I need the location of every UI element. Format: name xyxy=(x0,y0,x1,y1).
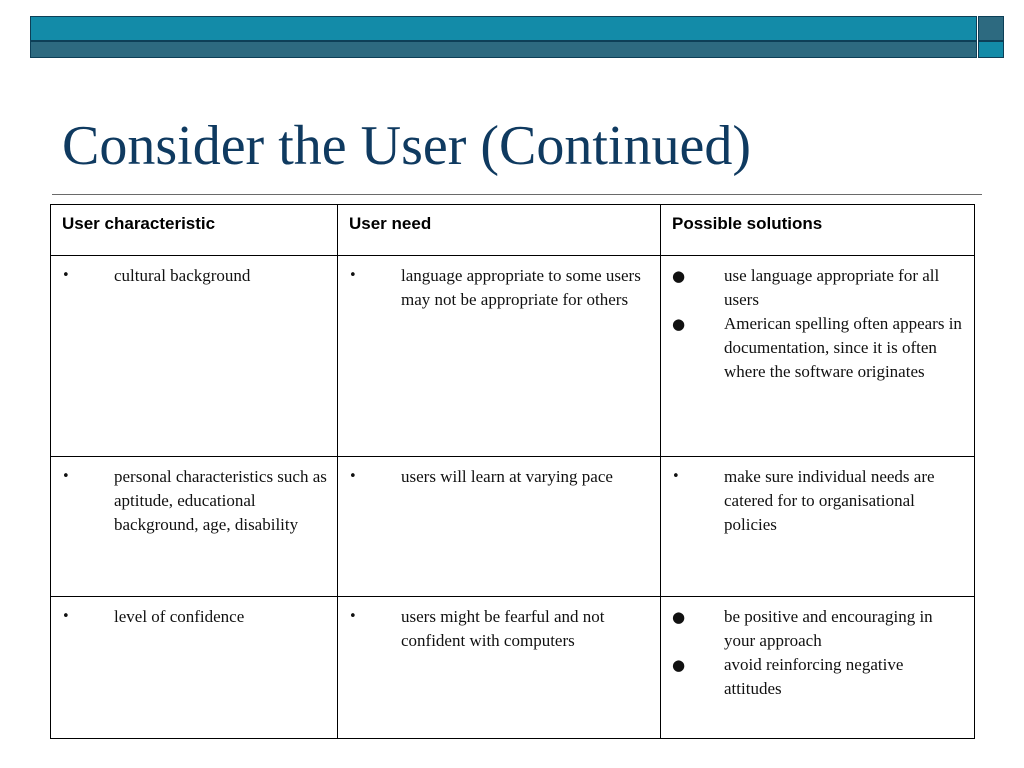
bullet-icon: • xyxy=(672,469,680,484)
header-square-top xyxy=(978,16,1004,41)
item-text: level of confidence xyxy=(114,607,245,626)
title-divider xyxy=(52,194,982,195)
header-user-characteristic: User characteristic xyxy=(51,205,338,256)
item-text: use language appropriate for all users xyxy=(724,266,940,309)
item-text: users might be fearful and not confident with computers xyxy=(401,607,605,650)
header-square-bottom xyxy=(978,41,1004,58)
round-bullet-icon: ● xyxy=(672,608,686,626)
round-bullet-icon: ● xyxy=(672,315,686,333)
bullet-icon: • xyxy=(62,609,70,624)
header-user-need: User need xyxy=(338,205,661,256)
list-item xyxy=(672,653,964,701)
list-item xyxy=(672,605,964,653)
header-bar-bottom xyxy=(30,41,977,58)
list-item xyxy=(62,605,327,629)
table-row xyxy=(51,597,975,739)
bullet-icon: • xyxy=(62,469,70,484)
cell-characteristic xyxy=(51,256,338,457)
list-item xyxy=(349,465,650,489)
item-text: users will learn at varying pace xyxy=(401,467,613,486)
bullet-icon: • xyxy=(349,609,357,624)
table-row xyxy=(51,256,975,457)
item-text: cultural background xyxy=(114,266,251,285)
table-row xyxy=(51,457,975,597)
list-item xyxy=(672,264,964,312)
bullet-icon: • xyxy=(62,268,70,283)
user-needs-table xyxy=(50,204,975,739)
cell-solutions xyxy=(661,256,975,457)
list-item xyxy=(349,264,650,312)
cell-characteristic xyxy=(51,457,338,597)
cell-need xyxy=(338,597,661,739)
item-text: make sure individual needs are catered for to organisational policies xyxy=(724,467,935,534)
cell-solutions xyxy=(661,457,975,597)
item-text: avoid reinforcing negative attitudes xyxy=(724,655,904,698)
round-bullet-icon: ● xyxy=(672,656,686,674)
item-text: American spelling often appears in documentation, since it is often where the software originates xyxy=(724,314,962,381)
list-item xyxy=(62,465,327,537)
list-item xyxy=(672,312,964,384)
item-text: be positive and encouraging in your approach xyxy=(724,607,933,650)
bullet-icon: • xyxy=(349,469,357,484)
item-text: language appropriate to some users may not be appropriate for others xyxy=(401,266,641,309)
header-possible-solutions: Possible solutions xyxy=(661,205,975,256)
table-header-row xyxy=(51,205,975,256)
list-item xyxy=(672,465,964,537)
slide-title: Consider the User (Continued) xyxy=(62,115,751,177)
cell-characteristic xyxy=(51,597,338,739)
list-item xyxy=(349,605,650,653)
cell-solutions xyxy=(661,597,975,739)
list-item xyxy=(62,264,327,288)
header-bar-top xyxy=(30,16,977,41)
round-bullet-icon: ● xyxy=(672,267,686,285)
cell-need xyxy=(338,457,661,597)
cell-need xyxy=(338,256,661,457)
bullet-icon: • xyxy=(349,268,357,283)
item-text: personal characteristics such as aptitude, educational background, age, disability xyxy=(114,467,327,534)
